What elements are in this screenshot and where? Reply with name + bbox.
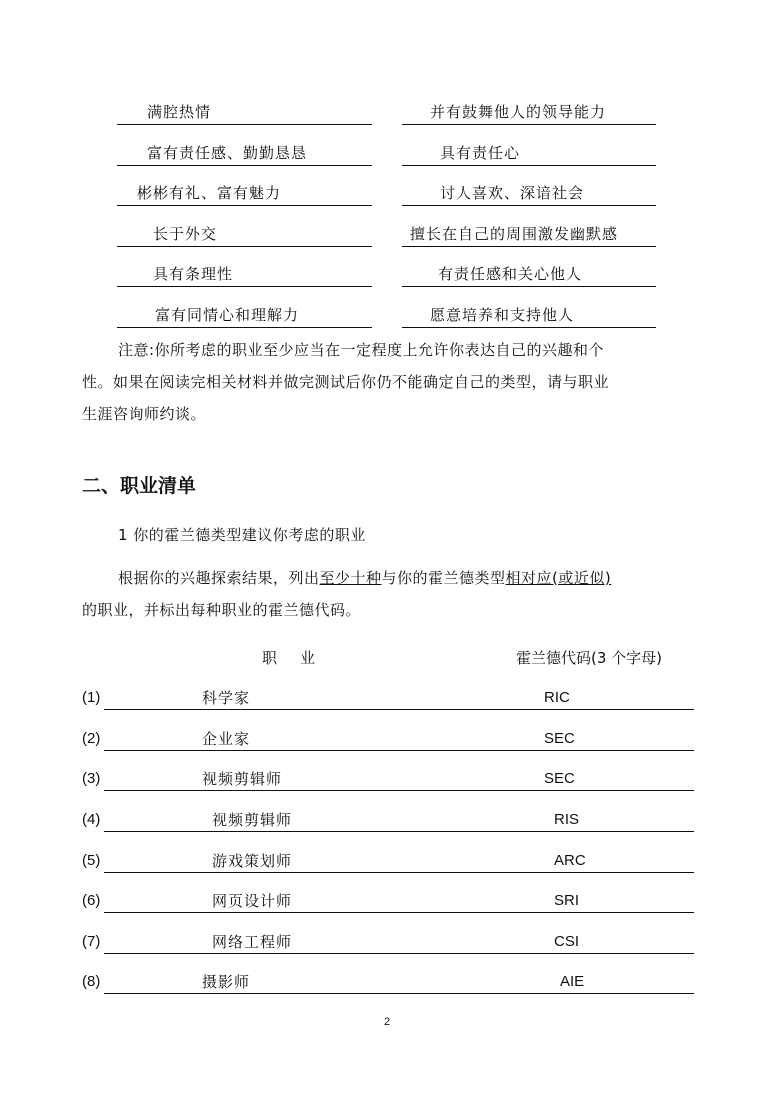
note-line-2: 性。如果在阅读完相关材料并做完测试后你仍不能确定自己的类型，请与职业 bbox=[82, 373, 610, 391]
job-row bbox=[82, 810, 694, 836]
section-title: 二、职业清单 bbox=[82, 475, 197, 497]
job-field bbox=[104, 972, 560, 994]
job-number: (3) bbox=[82, 770, 101, 787]
trait-right bbox=[402, 305, 656, 328]
job-number: (6) bbox=[82, 892, 101, 909]
trait-row bbox=[0, 143, 774, 167]
job-name: 企业家 bbox=[202, 730, 251, 748]
job-name: 网页设计师 bbox=[212, 892, 293, 910]
job-row bbox=[82, 851, 694, 877]
page-number: 2 bbox=[383, 1016, 391, 1028]
job-field bbox=[104, 810, 560, 832]
instruction-paragraph bbox=[82, 562, 694, 626]
trait-text: 并有鼓舞他人的领导能力 bbox=[430, 103, 607, 121]
trait-row bbox=[0, 264, 774, 288]
job-name: 视频剪辑师 bbox=[212, 811, 293, 829]
job-row bbox=[82, 932, 694, 958]
trait-row bbox=[0, 102, 774, 126]
job-number: (8) bbox=[82, 973, 101, 990]
job-field bbox=[104, 688, 560, 710]
column-header-job: 职 业 bbox=[262, 649, 320, 667]
trait-left bbox=[117, 305, 372, 328]
trait-row bbox=[0, 183, 774, 207]
holland-code: SEC bbox=[544, 770, 575, 787]
holland-code: CSI bbox=[554, 933, 580, 950]
trait-text: 长于外交 bbox=[153, 225, 218, 243]
trait-text: 富有同情心和理解力 bbox=[155, 306, 300, 324]
code-field bbox=[508, 688, 694, 710]
job-number: (4) bbox=[82, 811, 101, 828]
holland-code: RIC bbox=[544, 689, 570, 706]
trait-left bbox=[117, 224, 372, 247]
trait-text: 富有责任感、勤勤恳恳 bbox=[147, 144, 308, 162]
job-name: 摄影师 bbox=[202, 973, 251, 991]
trait-text: 彬彬有礼、富有魅力 bbox=[137, 184, 282, 202]
job-row bbox=[82, 972, 694, 998]
job-row bbox=[82, 891, 694, 917]
code-field bbox=[508, 729, 694, 751]
trait-right bbox=[402, 224, 656, 247]
note-paragraph bbox=[82, 334, 694, 430]
holland-code: SEC bbox=[544, 730, 575, 747]
instruction-text: 根据你的兴趣探索结果，列出 bbox=[118, 569, 320, 587]
job-field bbox=[104, 729, 560, 751]
job-name: 网络工程师 bbox=[212, 933, 293, 951]
note-line-1: 注意:你所考虑的职业至少应当在一定程度上允许你表达自己的兴趣和个 bbox=[118, 341, 605, 359]
trait-right bbox=[402, 183, 656, 206]
job-field bbox=[104, 851, 560, 873]
trait-text: 愿意培养和支持他人 bbox=[430, 306, 575, 324]
job-name: 视频剪辑师 bbox=[202, 770, 283, 788]
instruction-line-1 bbox=[82, 562, 694, 594]
trait-text: 擅长在自己的周围激发幽默感 bbox=[410, 225, 619, 243]
trait-left bbox=[117, 183, 372, 206]
trait-text: 具有条理性 bbox=[153, 265, 234, 283]
instruction-line-2: 的职业，并标出每种职业的霍兰德代码。 bbox=[82, 601, 362, 619]
trait-left bbox=[117, 264, 372, 287]
job-field bbox=[104, 769, 560, 791]
column-header-code: 霍兰德代码(3 个字母) bbox=[516, 649, 663, 667]
code-field bbox=[508, 769, 694, 791]
trait-text: 具有责任心 bbox=[440, 144, 521, 162]
trait-left bbox=[117, 102, 372, 125]
code-field bbox=[508, 972, 694, 994]
instruction-underlined: 相对应(或近似) bbox=[505, 569, 612, 587]
instruction-text: 与你的霍兰德类型 bbox=[381, 569, 506, 587]
job-row bbox=[82, 729, 694, 755]
holland-code: AIE bbox=[560, 973, 585, 990]
trait-text: 满腔热情 bbox=[147, 103, 212, 121]
holland-code: RIS bbox=[554, 811, 580, 828]
trait-left bbox=[117, 143, 372, 166]
note-line-3: 生涯咨询师约谈。 bbox=[82, 405, 207, 423]
holland-code: ARC bbox=[554, 852, 586, 869]
job-field bbox=[104, 891, 560, 913]
subsection-title: 1 你的霍兰德类型建议你考虑的职业 bbox=[118, 526, 366, 544]
trait-right bbox=[402, 143, 656, 166]
code-field bbox=[508, 932, 694, 954]
code-field bbox=[508, 810, 694, 832]
job-name: 科学家 bbox=[202, 689, 251, 707]
trait-text: 讨人喜欢、深谙社会 bbox=[440, 184, 585, 202]
job-number: (7) bbox=[82, 933, 101, 950]
job-row bbox=[82, 769, 694, 795]
job-name: 游戏策划师 bbox=[212, 852, 293, 870]
instruction-underlined: 至少十种 bbox=[319, 569, 382, 587]
code-field bbox=[508, 891, 694, 913]
job-number: (2) bbox=[82, 730, 101, 747]
code-field bbox=[508, 851, 694, 873]
job-number: (5) bbox=[82, 852, 101, 869]
trait-text: 有责任感和关心他人 bbox=[438, 265, 583, 283]
job-number: (1) bbox=[82, 689, 101, 706]
job-row bbox=[82, 688, 694, 714]
holland-code: SRI bbox=[554, 892, 580, 909]
trait-right bbox=[402, 102, 656, 125]
trait-row bbox=[0, 305, 774, 329]
job-field bbox=[104, 932, 560, 954]
trait-row bbox=[0, 224, 774, 248]
trait-right bbox=[402, 264, 656, 287]
